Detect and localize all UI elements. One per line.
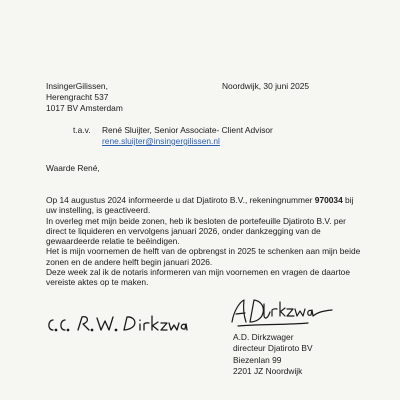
signature-cc-image	[44, 310, 194, 336]
body-paragraph-4: Deze week zal ik de notaris informeren van mijn voornemen en vragen de daartoe vereiste aktes op te maken.	[46, 267, 350, 288]
attention-person: René Sluijter, Senior Associate- Client Advisor	[102, 125, 273, 135]
sender-block	[233, 332, 313, 377]
place-date: Noordwijk, 30 juni 2025	[222, 81, 310, 91]
body-paragraph-2: In overleg met mijn beide zonen, heb ik besloten de portefeuille Djatiroto B.V. per direct te liquideren en vervolgens januari 2026, onder dankzegging van de gewaardeerde relatie te beëindigen.	[46, 215, 346, 247]
body-p1-text-end: bij uw instelling, is geactiveerd.	[46, 195, 354, 216]
attention-line	[73, 125, 273, 136]
sender-street: Biezenlan 99	[233, 354, 282, 365]
account-number: 970034	[314, 195, 343, 205]
sender-title: directeur Djatiroto BV	[233, 343, 313, 354]
body-paragraph-3: Het is mijn voornemen de helft van de opbrengst in 2025 te schenken aan mijn beide zonen en de andere helft begin januari 2026.	[46, 246, 361, 267]
letter-body	[46, 195, 366, 288]
attention-email-link[interactable]: rene.sluijter@insingergilissen.nl	[102, 136, 220, 146]
recipient-address	[46, 81, 123, 115]
body-p1-text: Op 14 augustus 2024 informeerde u dat Djatiroto B.V., rekeningnummer	[46, 195, 315, 205]
attention-label: t.a.v.	[73, 125, 91, 135]
recipient-city: 1017 BV Amsterdam	[46, 103, 123, 114]
sender-name: A.D. Dirkzwager	[233, 332, 294, 342]
sender-city: 2201 JZ Noordwijk	[233, 365, 303, 376]
body-paragraph-1	[46, 195, 366, 216]
recipient-name: InsingerGilissen,	[46, 81, 108, 91]
salutation: Waarde René,	[46, 163, 100, 173]
recipient-street: Herengracht 537	[46, 92, 109, 103]
signature-sender-image	[228, 296, 338, 330]
